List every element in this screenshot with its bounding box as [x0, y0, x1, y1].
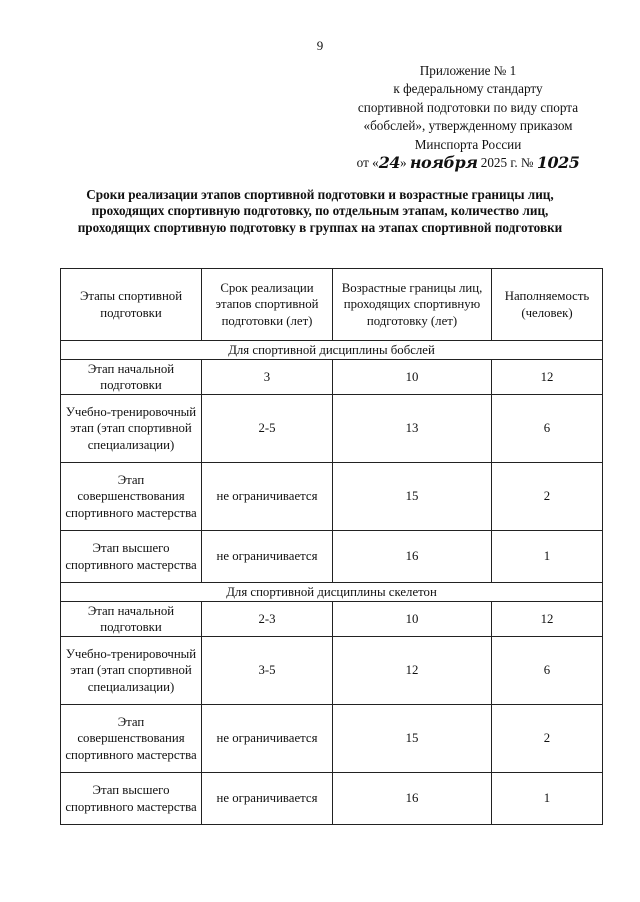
table-row [61, 360, 603, 395]
document-title: Сроки реализации этапов спортивной подготовки и возрастные границы лиц, проходящих спортивную подготовку, по отдельным этапам, количество лиц, проходящих спортивную подготовку в группах на этапах спортивной подготовки [77, 187, 563, 235]
cell-stage: Этап высшего спортивного мастерства [61, 531, 202, 583]
header-age: Возрастные границы лиц, проходящих спортивную подготовку (лет) [333, 269, 492, 341]
appendix-line-4: «бобслей», утвержденному приказом [363, 118, 573, 134]
appendix-line-2: к федеральному стандарту [393, 81, 543, 97]
cell-term: 3 [202, 360, 333, 395]
table-header-row [61, 269, 603, 341]
section-row-skeleton [61, 583, 603, 602]
table-row [61, 531, 603, 583]
table-row [61, 705, 603, 773]
cell-age: 13 [333, 395, 492, 463]
cell-age: 10 [333, 360, 492, 395]
cell-stage: Этап начальной подготовки [61, 602, 202, 637]
section-title: Для спортивной дисциплины скелетон [61, 583, 603, 602]
cell-stage: Этап совершенствования спортивного мастерства [61, 705, 202, 773]
cell-age: 15 [333, 463, 492, 531]
cell-fill: 6 [492, 637, 603, 705]
header-term: Срок реализации этапов спортивной подготовки (лет) [202, 269, 333, 341]
appendix-block [338, 62, 598, 172]
date-year: 2025 г. № [477, 155, 537, 171]
cell-fill: 12 [492, 602, 603, 637]
cell-stage: Этап совершенствования спортивного мастерства [61, 463, 202, 531]
cell-age: 10 [333, 602, 492, 637]
cell-stage: Этап начальной подготовки [61, 360, 202, 395]
date-mid: » [400, 155, 410, 171]
cell-term: 2-5 [202, 395, 333, 463]
header-stage: Этапы спортивной подготовки [61, 269, 202, 341]
cell-stage: Учебно-тренировочный этап (этап спортивной специализации) [61, 637, 202, 705]
cell-fill: 12 [492, 360, 603, 395]
cell-term: не ограничивается [202, 463, 333, 531]
appendix-date-line [338, 154, 598, 172]
cell-term: не ограничивается [202, 705, 333, 773]
date-month-handwritten: ноября [409, 153, 478, 173]
cell-fill: 2 [492, 463, 603, 531]
section-title: Для спортивной дисциплины бобслей [61, 341, 603, 360]
order-number-handwritten: 1025 [536, 153, 580, 173]
cell-fill: 2 [492, 705, 603, 773]
cell-term: не ограничивается [202, 773, 333, 825]
cell-term: 3-5 [202, 637, 333, 705]
stages-table [60, 268, 603, 825]
table-row [61, 773, 603, 825]
cell-term: не ограничивается [202, 531, 333, 583]
cell-stage: Этап высшего спортивного мастерства [61, 773, 202, 825]
page-number: 9 [316, 38, 324, 53]
cell-age: 12 [333, 637, 492, 705]
appendix-line-5: Минспорта России [414, 136, 522, 152]
appendix-line-1: Приложение № 1 [419, 63, 517, 78]
cell-term: 2-3 [202, 602, 333, 637]
section-row-bobsleigh [61, 341, 603, 360]
date-prefix: от « [356, 155, 379, 171]
table-row [61, 602, 603, 637]
cell-age: 15 [333, 705, 492, 773]
date-day-handwritten: 24 [378, 153, 400, 173]
appendix-line-3: спортивной подготовки по виду спорта [357, 99, 579, 115]
cell-age: 16 [333, 773, 492, 825]
table-row [61, 463, 603, 531]
cell-stage: Учебно-тренировочный этап (этап спортивной специализации) [61, 395, 202, 463]
table-row [61, 637, 603, 705]
cell-fill: 6 [492, 395, 603, 463]
table-row [61, 395, 603, 463]
cell-age: 16 [333, 531, 492, 583]
cell-fill: 1 [492, 773, 603, 825]
header-fill: Наполняемость (человек) [492, 269, 603, 341]
cell-fill: 1 [492, 531, 603, 583]
